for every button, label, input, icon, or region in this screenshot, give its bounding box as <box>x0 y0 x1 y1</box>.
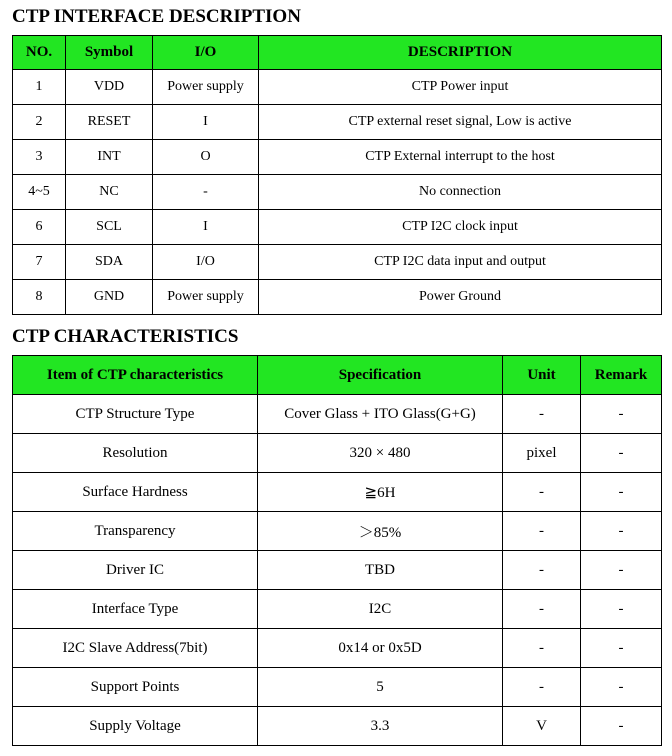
cell-remark: - <box>581 707 662 746</box>
cell-description: Power Ground <box>259 280 662 315</box>
table-row <box>13 707 662 746</box>
interface-header-row <box>13 36 662 70</box>
cell-description: No connection <box>259 175 662 210</box>
cell-symbol: SDA <box>66 245 153 280</box>
header-io: I/O <box>153 36 259 70</box>
cell-remark: - <box>581 668 662 707</box>
cell-io: Power supply <box>153 70 259 105</box>
cell-no: 1 <box>13 70 66 105</box>
cell-remark: - <box>581 551 662 590</box>
characteristics-section-title: CTP CHARACTERISTICS <box>12 326 239 347</box>
cell-symbol: GND <box>66 280 153 315</box>
cell-symbol: INT <box>66 140 153 175</box>
header-remark: Remark <box>581 356 662 395</box>
header-specification: Specification <box>258 356 503 395</box>
cell-symbol: RESET <box>66 105 153 140</box>
cell-description: CTP External interrupt to the host <box>259 140 662 175</box>
cell-specification: ＞85% <box>258 512 503 551</box>
cell-specification: TBD <box>258 551 503 590</box>
cell-specification: 0x14 or 0x5D <box>258 629 503 668</box>
cell-io: Power supply <box>153 280 259 315</box>
cell-unit: - <box>503 512 581 551</box>
cell-specification: 3.3 <box>258 707 503 746</box>
cell-unit: - <box>503 395 581 434</box>
cell-description: CTP external reset signal, Low is active <box>259 105 662 140</box>
interface-table <box>12 35 662 315</box>
cell-symbol: VDD <box>66 70 153 105</box>
cell-io: I <box>153 105 259 140</box>
cell-io: O <box>153 140 259 175</box>
cell-remark: - <box>581 434 662 473</box>
cell-unit: - <box>503 590 581 629</box>
cell-remark: - <box>581 590 662 629</box>
header-description: DESCRIPTION <box>259 36 662 70</box>
cell-remark: - <box>581 512 662 551</box>
header-item: Item of CTP characteristics <box>13 356 258 395</box>
header-symbol: Symbol <box>66 36 153 70</box>
cell-remark: - <box>581 473 662 512</box>
table-row <box>13 551 662 590</box>
table-row <box>13 512 662 551</box>
cell-unit: V <box>503 707 581 746</box>
cell-specification: ≧6H <box>258 473 503 512</box>
cell-no: 2 <box>13 105 66 140</box>
cell-item: Supply Voltage <box>13 707 258 746</box>
cell-description: CTP I2C data input and output <box>259 245 662 280</box>
table-row <box>13 395 662 434</box>
cell-io: - <box>153 175 259 210</box>
cell-item: Transparency <box>13 512 258 551</box>
characteristics-header-row <box>13 356 662 395</box>
cell-remark: - <box>581 629 662 668</box>
characteristics-table <box>12 355 662 746</box>
cell-no: 3 <box>13 140 66 175</box>
table-row <box>13 105 662 140</box>
table-row <box>13 140 662 175</box>
cell-item: Surface Hardness <box>13 473 258 512</box>
cell-specification: 320 × 480 <box>258 434 503 473</box>
cell-no: 8 <box>13 280 66 315</box>
cell-specification: Cover Glass + ITO Glass(G+G) <box>258 395 503 434</box>
table-row <box>13 629 662 668</box>
cell-unit: - <box>503 668 581 707</box>
cell-unit: pixel <box>503 434 581 473</box>
table-row <box>13 434 662 473</box>
cell-io: I <box>153 210 259 245</box>
cell-no: 4~5 <box>13 175 66 210</box>
cell-item: Support Points <box>13 668 258 707</box>
cell-unit: - <box>503 551 581 590</box>
table-row <box>13 210 662 245</box>
cell-symbol: NC <box>66 175 153 210</box>
cell-item: Interface Type <box>13 590 258 629</box>
table-row <box>13 280 662 315</box>
cell-item: CTP Structure Type <box>13 395 258 434</box>
cell-no: 7 <box>13 245 66 280</box>
header-no: NO. <box>13 36 66 70</box>
cell-unit: - <box>503 473 581 512</box>
cell-item: I2C Slave Address(7bit) <box>13 629 258 668</box>
cell-remark: - <box>581 395 662 434</box>
table-row <box>13 70 662 105</box>
cell-specification: I2C <box>258 590 503 629</box>
table-row <box>13 175 662 210</box>
table-row <box>13 473 662 512</box>
cell-specification: 5 <box>258 668 503 707</box>
table-row <box>13 590 662 629</box>
cell-description: CTP Power input <box>259 70 662 105</box>
table-row <box>13 245 662 280</box>
table-row <box>13 668 662 707</box>
cell-unit: - <box>503 629 581 668</box>
cell-item: Driver IC <box>13 551 258 590</box>
cell-io: I/O <box>153 245 259 280</box>
cell-no: 6 <box>13 210 66 245</box>
cell-item: Resolution <box>13 434 258 473</box>
cell-symbol: SCL <box>66 210 153 245</box>
header-unit: Unit <box>503 356 581 395</box>
interface-section-title: CTP INTERFACE DESCRIPTION <box>12 6 301 27</box>
cell-description: CTP I2C clock input <box>259 210 662 245</box>
